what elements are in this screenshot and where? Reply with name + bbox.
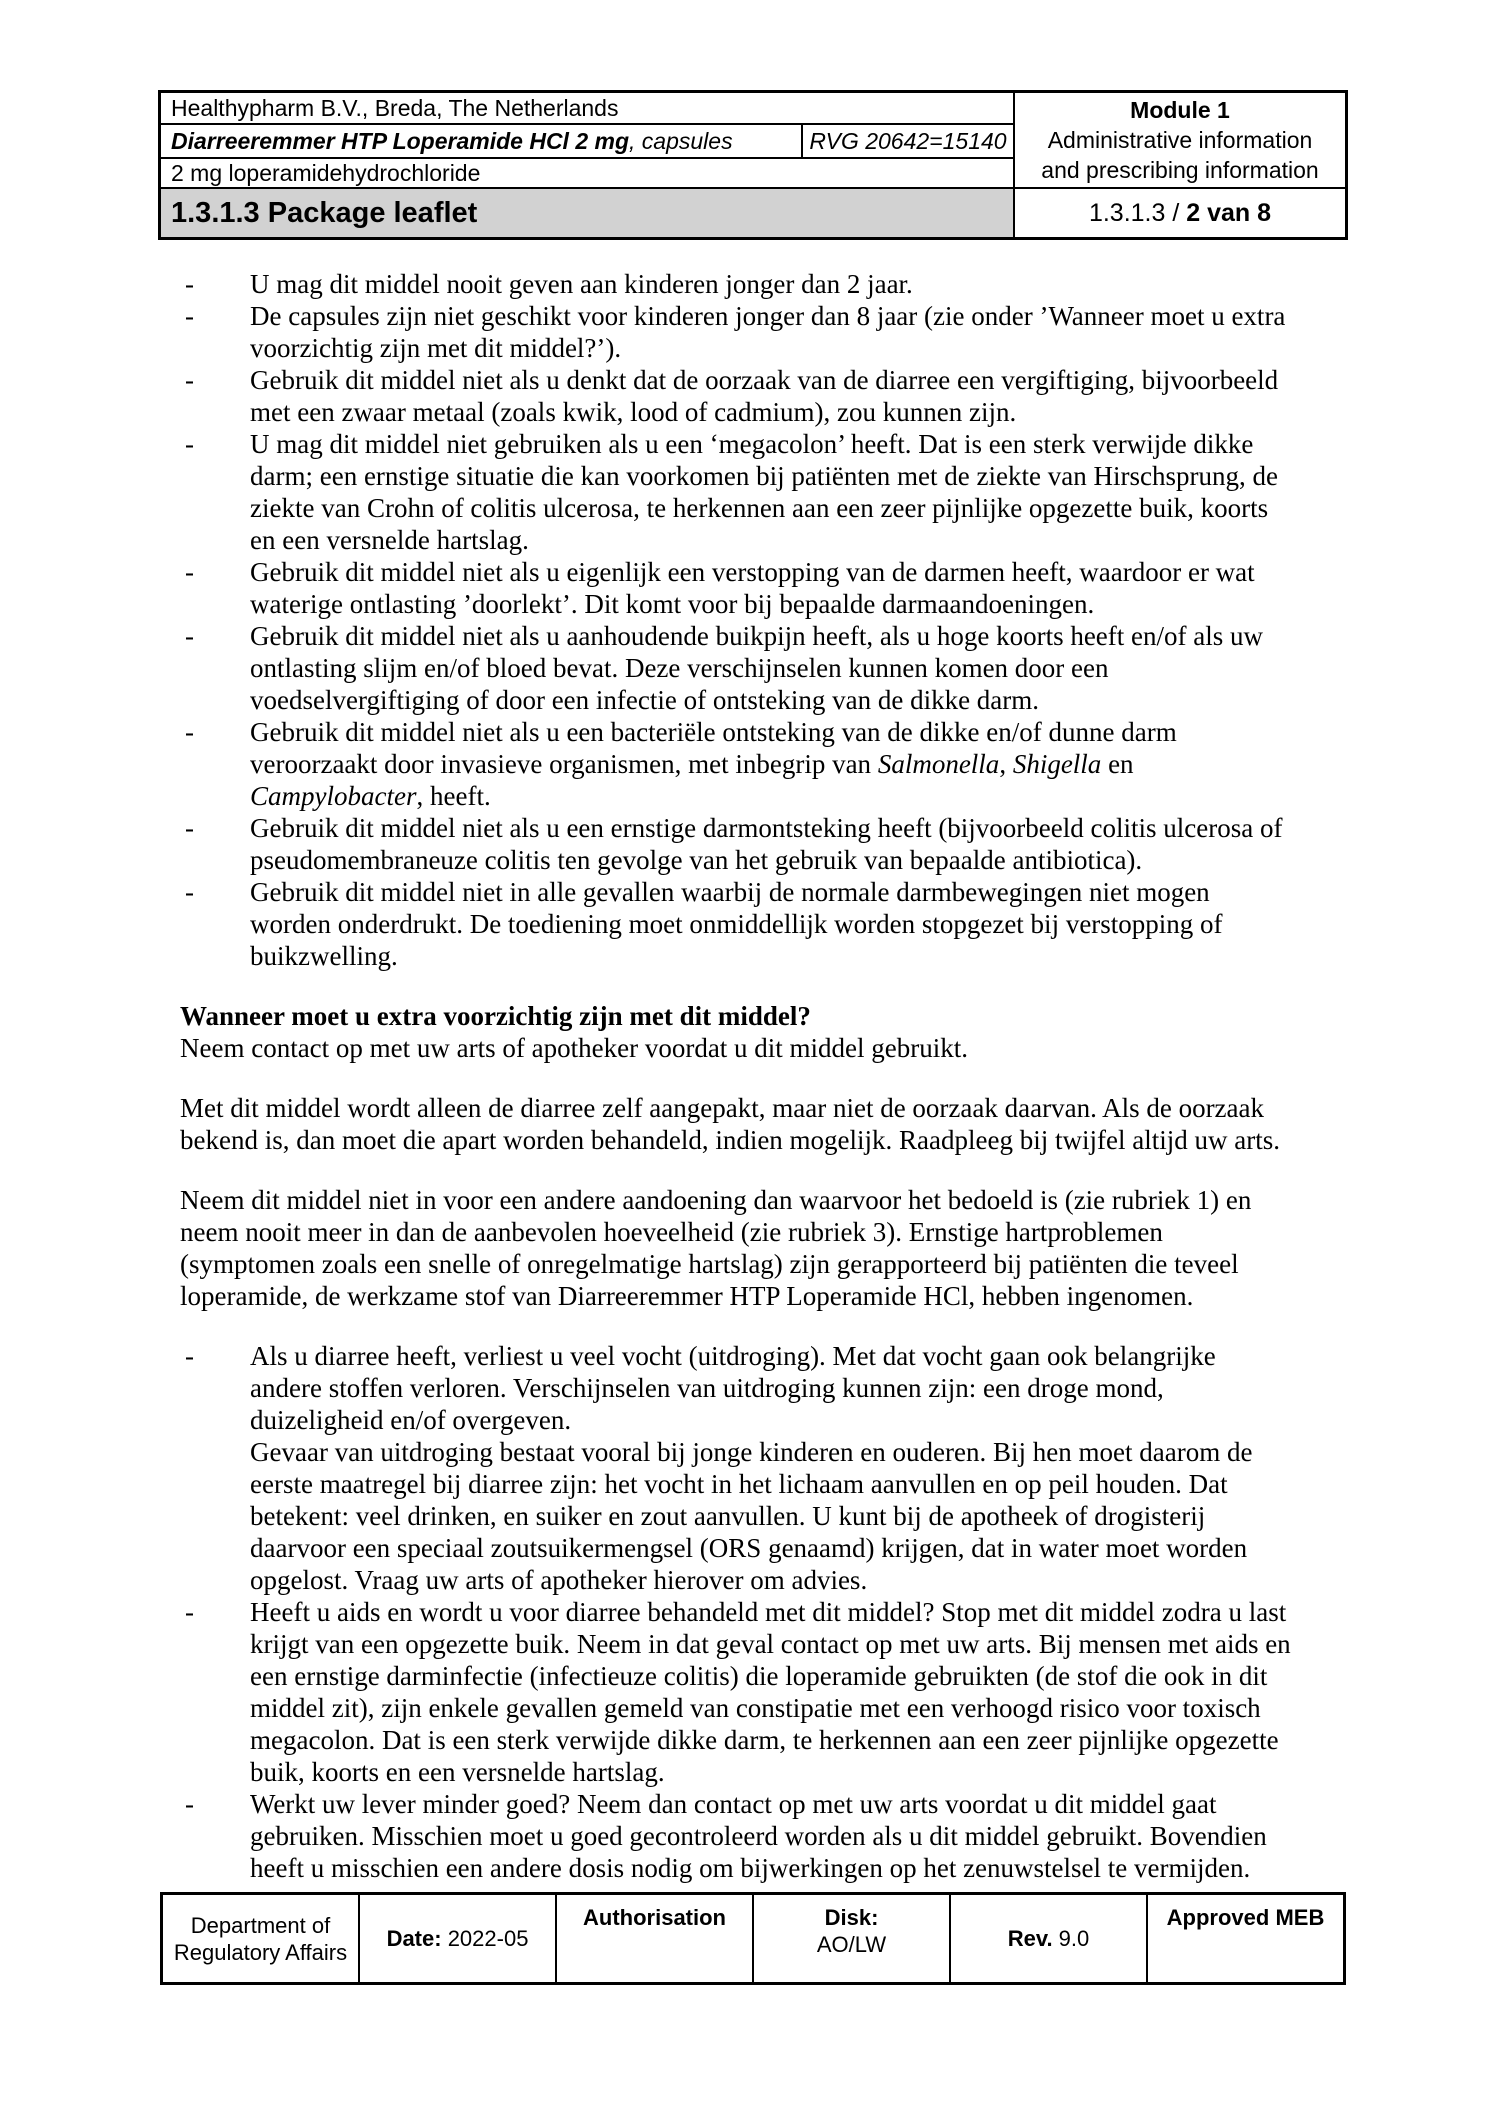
text-run: Gebruik dit middel niet als u eigenlijk een verstopping van de darmen heeft, waardoor er wat waterige ontlasting ’doorlekt’. Dit komt voor bij bepaalde darmaandoeningen. xyxy=(250,557,1255,619)
text-run: Neem contact op met uw arts of apotheker voordat u dit middel gebruikt. xyxy=(180,1033,969,1063)
text-run: Authorisation xyxy=(583,1905,726,1930)
footer-line xyxy=(583,1904,726,1931)
footer-cell xyxy=(754,1895,949,1982)
text-run: Als u diarree heeft, verliest u veel vocht (uitdroging). Met dat vocht gaan ook belangrijke andere stoffen verloren. Verschijnselen van uitdroging kunnen zijn: een droge mond, duizeligheid en/of overgeven. Gevaar van uitdroging bestaat vooral bij jonge kinderen en ouderen. Bij hen moet daarom de eerste maatregel bij diarree zijn: het vocht in het lichaam aanvullen en op peil houden. Dat betekent: veel drinken, en suiker en zout aanvullen. U kunt bij de apotheek of drogisterij daarvoor een speciaal zoutsuikermengsel (ORS genaamd) krijgen, dat in water moet worden opgelost. Vraag uw arts of apotheker hierover om advies. xyxy=(250,1341,1253,1595)
section-heading xyxy=(180,1000,1335,1032)
bullet-item xyxy=(180,428,1335,556)
bullet-item xyxy=(180,1596,1335,1788)
bullet-marker: - xyxy=(185,365,194,395)
bullet-item xyxy=(180,1340,1335,1596)
bullet-marker: - xyxy=(185,877,194,907)
text-run: 9.0 xyxy=(1052,1926,1090,1951)
bullet-text xyxy=(250,812,1282,876)
paragraph xyxy=(180,1184,1335,1312)
text-run: , xyxy=(999,749,1013,779)
bullet-marker: - xyxy=(185,429,194,459)
text-run: Gebruik dit middel niet als u denkt dat de oorzaak van de diarree een vergiftiging, bijvoorbeeld met een zwaar metaal (zoals kwik, lood of cadmium), zou kunnen zijn. xyxy=(250,365,1279,427)
text-run: AO/LW xyxy=(816,1932,887,1957)
bullet-text xyxy=(250,556,1255,620)
text-run: U mag dit middel niet gebruiken als u een ‘megacolon’ heeft. Dat is een sterk verwijde dikke darm; een ernstige situatie die kan voorkomen bij patiënten met de ziekte van Hirschsprung, de ziekte van Crohn of colitis ulcerosa, te herkennen aan een zeer pijnlijke opgezette buik, koorts en een versnelde hartslag. xyxy=(250,429,1278,555)
bullet-text xyxy=(250,620,1263,716)
header-table xyxy=(158,90,1348,240)
footer-line xyxy=(191,1912,330,1939)
company-cell xyxy=(161,93,1013,123)
bullet-marker: - xyxy=(185,717,194,747)
bullet-text xyxy=(250,1340,1252,1596)
page-ref-prefix: 1.3.1.3 / xyxy=(1088,198,1187,227)
bullet-item xyxy=(180,620,1335,716)
text-run: Shigella xyxy=(1012,749,1102,779)
text-run: Gebruik dit middel niet als u een ernstige darmontsteking heeft (bijvoorbeeld colitis ulcerosa of pseudomembraneuze colitis ten gevolge van het gebruik van bepaalde antibiotica). xyxy=(250,813,1283,875)
text-run: Rev. xyxy=(1007,1926,1053,1951)
bullet-marker: - xyxy=(185,557,194,587)
bullet-item xyxy=(180,556,1335,620)
footer-cell xyxy=(163,1895,358,1982)
text-run: en xyxy=(1108,749,1134,779)
bullet-marker: - xyxy=(185,1597,194,1627)
text-run: Date: xyxy=(386,1926,442,1951)
bullet-text xyxy=(250,428,1278,556)
bullet-item xyxy=(180,812,1335,876)
product-name: Diarreeremmer HTP Loperamide HCl 2 mg xyxy=(171,127,630,154)
footer-line xyxy=(817,1931,886,1958)
bullet-text xyxy=(250,716,1177,812)
bullet-list xyxy=(180,1340,1335,1884)
text-run: Gebruik dit middel niet in alle gevallen waarbij de normale darmbewegingen niet mogen worden onderdrukt. De toediening moet onmiddellijk worden stopgezet bij verstopping of buikzwelling. xyxy=(250,877,1223,971)
module-subtitle-1: Administrative information xyxy=(1047,127,1313,153)
bullet-text xyxy=(250,364,1278,428)
footer-line xyxy=(825,1904,879,1931)
footer-line xyxy=(387,1925,529,1952)
text-run: U mag dit middel nooit geven aan kinderen jonger dan 2 jaar. xyxy=(250,269,913,299)
bullet-item xyxy=(180,300,1335,364)
product-form: , capsules xyxy=(629,127,733,154)
rvg-cell xyxy=(803,125,1013,157)
bullet-list xyxy=(180,268,1335,972)
bullet-item xyxy=(180,716,1335,812)
text-run: Gebruik dit middel niet als u aanhoudende buikpijn heeft, als u hoge koorts heeft en/of als uw ontlasting slijm en/of bloed bevat. Deze verschijnselen kunnen komen door een voedselvergiftiging of door een infectie of ontsteking van de dikke darm. xyxy=(250,621,1264,715)
bullet-item xyxy=(180,1788,1335,1884)
bullet-text xyxy=(250,1788,1267,1884)
bullet-marker: - xyxy=(185,301,194,331)
footer-table xyxy=(160,1892,1346,1985)
text-run: , heeft. xyxy=(416,781,491,811)
module-title: Module 1 xyxy=(1130,97,1230,123)
text-run: Gebruik dit middel niet als u een bacteriële ontsteking van de dikke en/of dunne darm veroorzaakt door invasieve organismen, met inbegrip van xyxy=(250,717,1177,779)
product-cell xyxy=(161,125,801,157)
bullet-text xyxy=(250,268,913,300)
bullet-text xyxy=(250,876,1223,972)
footer-cell xyxy=(951,1895,1146,1982)
bullet-text xyxy=(250,1596,1291,1788)
footer-line xyxy=(174,1939,347,1966)
paragraph xyxy=(180,1092,1335,1156)
module-cell xyxy=(1015,93,1345,187)
bullet-item xyxy=(180,876,1335,972)
footer-line xyxy=(1167,1904,1325,1931)
text-run: Disk: xyxy=(824,1905,879,1930)
text-run: Campylobacter xyxy=(250,781,417,811)
footer-cell xyxy=(1148,1895,1343,1982)
document-body xyxy=(180,268,1335,1884)
footer-cell xyxy=(360,1895,555,1982)
text-run: Department of xyxy=(190,1912,331,1938)
section-title-cell xyxy=(161,189,1013,237)
substance-cell xyxy=(161,159,1013,187)
rvg-number: RVG 20642=15140 xyxy=(809,127,1007,154)
text-run: 2022-05 xyxy=(441,1926,529,1951)
bullet-marker: - xyxy=(185,1341,194,1371)
bullet-item xyxy=(180,364,1335,428)
text-run: De capsules zijn niet geschikt voor kinderen jonger dan 8 jaar (zie onder ’Wanneer moet u extra voorzichtig zijn met dit middel?’). xyxy=(250,301,1286,363)
bullet-marker: - xyxy=(185,813,194,843)
module-subtitle-2: and prescribing information xyxy=(1041,157,1319,183)
bullet-item xyxy=(180,268,1335,300)
text-run: Salmonella xyxy=(877,749,1000,779)
paragraph xyxy=(180,1032,1335,1064)
page-ref-pages: 2 van 8 xyxy=(1186,198,1272,227)
text-run: Met dit middel wordt alleen de diarree zelf aangepakt, maar niet de oorzaak daarvan. Als de oorzaak bekend is, dan moet die apart worden behandeld, indien mogelijk. Raadpleeg bij twijfel altijd uw arts. xyxy=(180,1093,1280,1155)
text-run: Wanneer moet u extra voorzichtig zijn met dit middel? xyxy=(180,1001,811,1031)
bullet-text xyxy=(250,300,1285,364)
bullet-marker: - xyxy=(185,1789,194,1819)
substance-text: 2 mg loperamidehydrochloride xyxy=(171,159,481,186)
bullet-marker: - xyxy=(185,621,194,651)
text-run: Heeft u aids en wordt u voor diarree behandeld met dit middel? Stop met dit middel zodra u last krijgt van een opgezette buik. Neem in dat geval contact op met uw arts. Bij mensen met aids en een ernstige darminfectie (infectieuze colitis) die loperamide gebruikten (de stof die ook in dit middel zit), zijn enkele gevallen gemeld van constipatie met een verhoogd risico voor toxisch megacolon. Dat is een sterk verwijde dikke darm, te herkennen aan een zeer pijnlijke opgezette buik, koorts en een versnelde hartslag. xyxy=(250,1597,1291,1787)
text-run: Neem dit middel niet in voor een andere aandoening dan waarvoor het bedoeld is (zie rubriek 1) en neem nooit meer in dan de aanbevolen hoeveelheid (zie rubriek 3). Ernstige hartproblemen (symptomen zoals een snelle of onregelmatige hartslag) zijn gerapporteerd bij patiënten die teveel loperamide, de werkzame stof van Diarreeremmer HTP Loperamide HCl, hebben ingenomen. xyxy=(180,1185,1252,1311)
footer-line xyxy=(1008,1925,1090,1952)
text-run: Approved MEB xyxy=(1166,1905,1325,1930)
footer-cell xyxy=(557,1895,752,1982)
company-name: Healthypharm B.V., Breda, The Netherlands xyxy=(171,94,619,121)
bullet-marker: - xyxy=(185,269,194,299)
text-run: Werkt uw lever minder goed? Neem dan contact op met uw arts voordat u dit middel gaat gebruiken. Misschien moet u goed gecontroleerd worden als u dit middel gebruikt. Bovendien heeft u misschien een andere dosis nodig om bijwerkingen op het zenuwstelsel te vermijden. xyxy=(250,1789,1267,1883)
text-run: Regulatory Affairs xyxy=(173,1939,348,1965)
section-title: 1.3.1.3 Package leaflet xyxy=(171,196,478,229)
page-ref-cell xyxy=(1015,189,1345,237)
